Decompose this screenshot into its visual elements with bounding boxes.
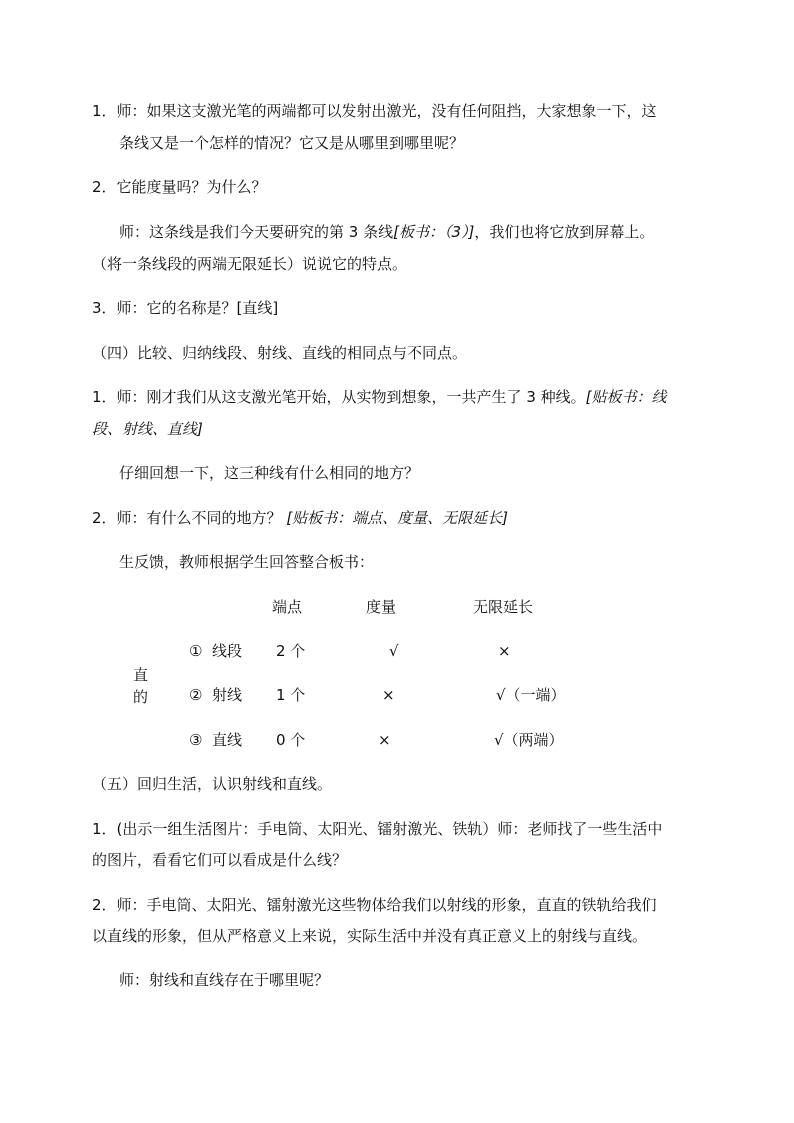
text-run: ，我们也将它放到屏幕上。 — [474, 223, 655, 241]
infinite-cell: × — [498, 642, 511, 660]
measure-cell: × — [382, 686, 395, 704]
paragraph-line: 师：射线和直线存在于哪里呢？ — [119, 971, 330, 989]
row-number: ① — [189, 642, 203, 660]
paragraph-line: 仔细回想一下，这三种线有什么相同的地方？ — [119, 464, 420, 482]
table-header: 度量 — [366, 598, 397, 616]
row-number: ② — [189, 686, 203, 704]
paragraph-line — [92, 511, 508, 526]
paragraph-line: （将一条线段的两端无限延长）说说它的特点。 — [92, 255, 408, 273]
table-header: 无限延长 — [473, 598, 534, 616]
paragraph-line — [92, 390, 667, 405]
table-header: 端点 — [272, 598, 303, 616]
board-note: [贴板书：线 — [585, 388, 667, 406]
side-label: 的 — [133, 688, 149, 706]
paragraph-line — [119, 225, 654, 240]
section-heading: （四）比较、归纳线段、射线、直线的相同点与不同点。 — [92, 344, 468, 362]
row-name: 射线 — [212, 686, 243, 704]
measure-cell: × — [378, 731, 391, 749]
text-run: 2．师：有什么不同的地方？ — [92, 509, 282, 527]
paragraph-line: 1．师：如果这支激光笔的两端都可以发射出激光，没有任何阻挡，大家想象一下，这 — [92, 102, 657, 120]
infinite-cell: √（一端） — [496, 686, 566, 704]
paragraph-line: 2．它能度量吗？为什么？ — [92, 178, 267, 196]
endpoints-cell: 0 个 — [276, 731, 306, 749]
paragraph-line: 1．(出示一组生活图片：手电筒、太阳光、镭射激光、铁轨）师：老师找了一些生活中 — [92, 820, 663, 838]
board-note: 段、射线、直线] — [92, 420, 203, 438]
row-number: ③ — [189, 731, 203, 749]
paragraph-line: 2．师：手电筒、太阳光、镭射激光这些物体给我们以射线的形象，直直的铁轨给我们 — [92, 896, 657, 914]
paragraph-line: 3．师：它的名称是？[直线] — [92, 299, 279, 317]
side-label: 直 — [133, 666, 149, 684]
board-note: [板书：（3）] — [393, 223, 475, 241]
paragraph-line: 以直线的形象，但从严格意义上来说，实际生活中并没有真正意义上的射线与直线。 — [92, 927, 648, 945]
row-name: 直线 — [212, 731, 243, 749]
paragraph-line: 生反馈，教师根据学生回答整合板书： — [119, 553, 375, 571]
text-run: 1．师：刚才我们从这支激光笔开始，从实物到想象，一共产生了 3 种线。 — [92, 388, 586, 406]
paragraph-line: 的图片，看看它们可以看成是什么线？ — [92, 851, 348, 869]
row-name: 线段 — [212, 642, 243, 660]
measure-cell: √ — [389, 642, 399, 660]
paragraph-line: 条线又是一个怎样的情况？它又是从哪里到哪里呢？ — [119, 134, 465, 152]
board-note: [贴板书：端点、度量、无限延长] — [286, 509, 509, 527]
endpoints-cell: 2 个 — [276, 642, 306, 660]
infinite-cell: √（两端） — [494, 731, 564, 749]
endpoints-cell: 1 个 — [276, 686, 306, 704]
text-run: 师：这条线是我们今天要研究的第 3 条线 — [119, 223, 394, 241]
section-heading: （五）回归生活，认识射线和直线。 — [92, 775, 333, 793]
